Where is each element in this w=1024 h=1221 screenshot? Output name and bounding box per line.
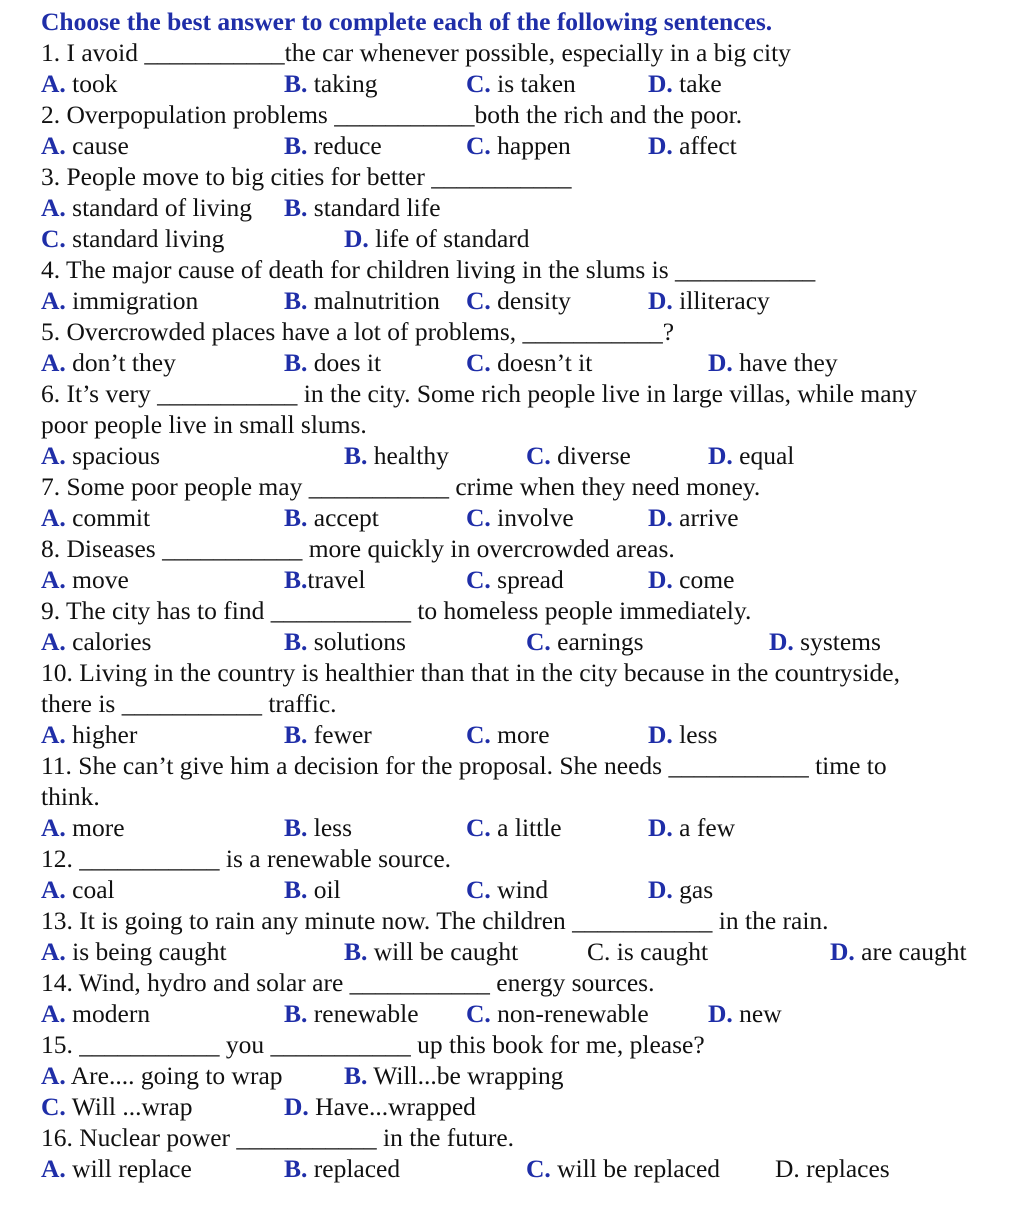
option-text: less [307,813,353,842]
option-5-d[interactable] [708,347,838,378]
option-4-d[interactable] [648,285,770,316]
option-letter: C. [526,441,551,470]
option-15-a[interactable] [41,1060,283,1091]
option-letter: D. [344,224,369,253]
option-letter: D. [708,999,733,1028]
question-9-text: 9. The city has to find ___________ to homeless people immediately. [41,596,752,625]
question-16-text: 16. Nuclear power ___________ in the future. [41,1123,515,1152]
option-text: move [65,565,129,594]
option-text: spacious [65,441,160,470]
option-text: replaces [799,1154,890,1183]
option-8-b[interactable] [284,564,365,595]
option-letter: C. [587,937,611,966]
option-text: non-renewable [490,999,649,1028]
option-letter: A. [41,813,66,842]
option-text: will be caught [367,937,519,966]
option-text: coal [65,875,115,904]
option-16-c[interactable] [526,1153,720,1184]
option-text: took [65,69,118,98]
option-16-b[interactable] [284,1153,400,1184]
question-13-text: 13. It is going to rain any minute now. The children ___________ in the rain. [41,906,829,935]
option-letter: B. [284,565,308,594]
option-text: is being caught [65,937,227,966]
option-text: gas [672,875,714,904]
option-letter: C. [466,348,491,377]
question-14-text: 14. Wind, hydro and solar are ___________ energy sources. [41,968,655,997]
option-1-d[interactable] [648,68,722,99]
option-text: Have...wrapped [308,1092,476,1121]
option-text: life of standard [368,224,530,253]
question-5-text: 5. Overcrowded places have a lot of problems, ___________? [41,317,675,346]
question-1-text: 1. I avoid ___________the car whenever possible, especially in a big city [41,38,791,67]
option-5-b[interactable] [284,347,381,378]
question-11-text: 11. She can’t give him a decision for the proposal. She needs ___________ time to [41,751,887,780]
option-letter: B. [284,875,308,904]
option-letter: A. [41,937,66,966]
option-6-d[interactable] [708,440,794,471]
option-letter: A. [41,875,66,904]
option-letter: C. [466,813,491,842]
option-text: Will ...wrap [65,1092,193,1121]
option-letter: B. [284,286,308,315]
option-text: illiteracy [672,286,770,315]
option-letter: D. [830,937,855,966]
question-2-text: 2. Overpopulation problems ___________both the rich and the poor. [41,100,743,129]
option-15-c[interactable] [41,1091,193,1122]
option-5-a[interactable] [41,347,176,378]
option-text: happen [490,131,571,160]
option-13-c[interactable] [587,936,708,967]
question-3-text: 3. People move to big cities for better ___________ [41,162,572,191]
option-text: does it [307,348,382,377]
option-14-b[interactable] [284,998,419,1029]
option-letter: D. [708,441,733,470]
question-10-text: 10. Living in the country is healthier than that in the city because in the countryside, [41,658,900,687]
option-text: will be replaced [550,1154,721,1183]
option-letter: B. [284,813,308,842]
option-text: calories [65,627,152,656]
option-13-a[interactable] [41,936,227,967]
option-letter: B. [284,720,308,749]
option-letter: A. [41,441,66,470]
option-text: commit [65,503,151,532]
option-text: earnings [550,627,644,656]
option-10-d[interactable] [648,719,717,750]
option-text: solutions [307,627,406,656]
option-letter: D. [648,565,673,594]
option-3-c[interactable] [41,223,224,254]
option-14-d[interactable] [708,998,782,1029]
option-text: standard life [307,193,441,222]
option-text: diverse [550,441,631,470]
option-text: travel [307,565,366,594]
option-letter: B. [284,503,308,532]
option-letter: A. [41,720,66,749]
option-7-d[interactable] [648,502,739,533]
option-letter: B. [284,348,308,377]
option-letter: C. [41,224,66,253]
option-9-b[interactable] [284,626,406,657]
question-4-text: 4. The major cause of death for children living in the slums is ___________ [41,255,816,284]
option-letter: C. [466,875,491,904]
option-letter: D. [775,1154,800,1183]
option-text: affect [672,131,737,160]
option-text: cause [65,131,129,160]
option-text: a little [490,813,562,842]
option-text: equal [732,441,795,470]
option-letter: D. [648,131,673,160]
question-15-text: 15. ___________ you ___________ up this book for me, please? [41,1030,705,1059]
option-letter: A. [41,286,66,315]
option-letter: A. [41,131,66,160]
option-text: doesn’t it [490,348,593,377]
option-letter: B. [284,999,308,1028]
question-10-text: there is ___________ traffic. [41,689,337,718]
option-text: reduce [307,131,382,160]
option-4-a[interactable] [41,285,198,316]
option-letter: A. [41,1061,66,1090]
option-letter: A. [41,1154,66,1183]
option-14-c[interactable] [466,998,649,1029]
option-10-b[interactable] [284,719,372,750]
option-letter: C. [466,286,491,315]
option-2-d[interactable] [648,130,737,161]
option-letter: B. [284,131,308,160]
option-letter: D. [769,627,794,656]
option-letter: C. [466,565,491,594]
option-text: arrive [672,503,739,532]
option-letter: B. [344,1061,368,1090]
option-10-a[interactable] [41,719,137,750]
option-letter: B. [284,193,308,222]
option-8-d[interactable] [648,564,734,595]
option-3-b[interactable] [284,192,441,223]
option-letter: A. [41,69,66,98]
option-text: immigration [65,286,199,315]
option-text: involve [490,503,574,532]
option-12-a[interactable] [41,874,115,905]
option-text: renewable [307,999,419,1028]
option-text: new [732,999,782,1028]
option-text: replaced [307,1154,401,1183]
option-letter: D. [708,348,733,377]
option-letter: A. [41,565,66,594]
option-11-a[interactable] [41,812,125,843]
option-letter: C. [466,720,491,749]
option-2-a[interactable] [41,130,129,161]
question-11-text: think. [41,782,100,811]
option-15-b[interactable] [344,1060,563,1091]
option-letter: D. [648,720,673,749]
option-letter: A. [41,348,66,377]
question-7-text: 7. Some poor people may ___________ crime when they need money. [41,472,761,501]
option-text: have they [732,348,838,377]
option-letter: B. [344,441,368,470]
option-9-a[interactable] [41,626,151,657]
option-11-c[interactable] [466,812,562,843]
option-letter: D. [648,503,673,532]
option-7-b[interactable] [284,502,379,533]
question-12-text: 12. ___________ is a renewable source. [41,844,452,873]
option-text: don’t they [65,348,176,377]
option-16-d[interactable] [775,1153,890,1184]
option-text: standard living [65,224,225,253]
option-text: is taken [490,69,576,98]
option-letter: D. [648,286,673,315]
option-text: malnutrition [307,286,440,315]
option-14-a[interactable] [41,998,150,1029]
option-text: more [490,720,550,749]
option-text: higher [65,720,138,749]
option-11-b[interactable] [284,812,352,843]
option-1-b[interactable] [284,68,378,99]
option-16-a[interactable] [41,1153,192,1184]
option-text: taking [307,69,378,98]
option-text: a few [672,813,736,842]
option-letter: B. [284,1154,308,1183]
option-7-a[interactable] [41,502,150,533]
option-letter: A. [41,627,66,656]
option-text: take [672,69,722,98]
option-letter: A. [41,503,66,532]
option-4-c[interactable] [466,285,571,316]
option-text: is caught [610,937,709,966]
option-text: healthy [367,441,449,470]
option-12-d[interactable] [648,874,713,905]
option-12-b[interactable] [284,874,341,905]
option-letter: A. [41,193,66,222]
option-letter: B. [344,937,368,966]
option-text: come [672,565,735,594]
option-3-d[interactable] [344,223,530,254]
option-text: Are.... going to wrap [65,1061,283,1090]
option-text: Will...be wrapping [367,1061,564,1090]
option-letter: C. [41,1092,66,1121]
option-text: standard of living [65,193,253,222]
option-1-a[interactable] [41,68,118,99]
option-letter: B. [284,69,308,98]
option-letter: C. [526,1154,551,1183]
option-15-d[interactable] [284,1091,476,1122]
option-text: oil [307,875,341,904]
option-text: will replace [65,1154,192,1183]
option-letter: D. [648,875,673,904]
option-5-c[interactable] [466,347,592,378]
option-letter: D. [284,1092,309,1121]
option-letter: C. [466,503,491,532]
option-text: less [672,720,718,749]
option-9-c[interactable] [526,626,644,657]
worksheet-heading: Choose the best answer to complete each of the following sentences. [41,7,773,36]
question-8-text: 8. Diseases ___________ more quickly in overcrowded areas. [41,534,675,563]
option-3-a[interactable] [41,192,252,223]
option-letter: C. [526,627,551,656]
option-letter: D. [648,813,673,842]
option-13-b[interactable] [344,936,518,967]
option-text: modern [65,999,151,1028]
option-text: fewer [307,720,372,749]
option-text: density [490,286,571,315]
option-9-d[interactable] [769,626,881,657]
option-11-d[interactable] [648,812,735,843]
option-2-b[interactable] [284,130,382,161]
question-6-text: poor people live in small slums. [41,410,367,439]
option-10-c[interactable] [466,719,550,750]
option-12-c[interactable] [466,874,548,905]
option-8-a[interactable] [41,564,129,595]
option-13-d[interactable] [830,936,967,967]
option-6-b[interactable] [344,440,449,471]
option-letter: B. [284,627,308,656]
option-text: wind [490,875,549,904]
option-letter: D. [648,69,673,98]
option-6-c[interactable] [526,440,631,471]
option-text: accept [307,503,379,532]
option-6-a[interactable] [41,440,160,471]
option-text: more [65,813,125,842]
option-2-c[interactable] [466,130,571,161]
option-letter: C. [466,999,491,1028]
option-text: spread [490,565,564,594]
option-4-b[interactable] [284,285,440,316]
question-6-text: 6. It’s very ___________ in the city. Some rich people live in large villas, while many [41,379,918,408]
option-7-c[interactable] [466,502,574,533]
option-letter: A. [41,999,66,1028]
option-1-c[interactable] [466,68,576,99]
option-letter: C. [466,131,491,160]
option-8-c[interactable] [466,564,564,595]
option-text: systems [793,627,881,656]
option-text: are caught [854,937,967,966]
option-letter: C. [466,69,491,98]
